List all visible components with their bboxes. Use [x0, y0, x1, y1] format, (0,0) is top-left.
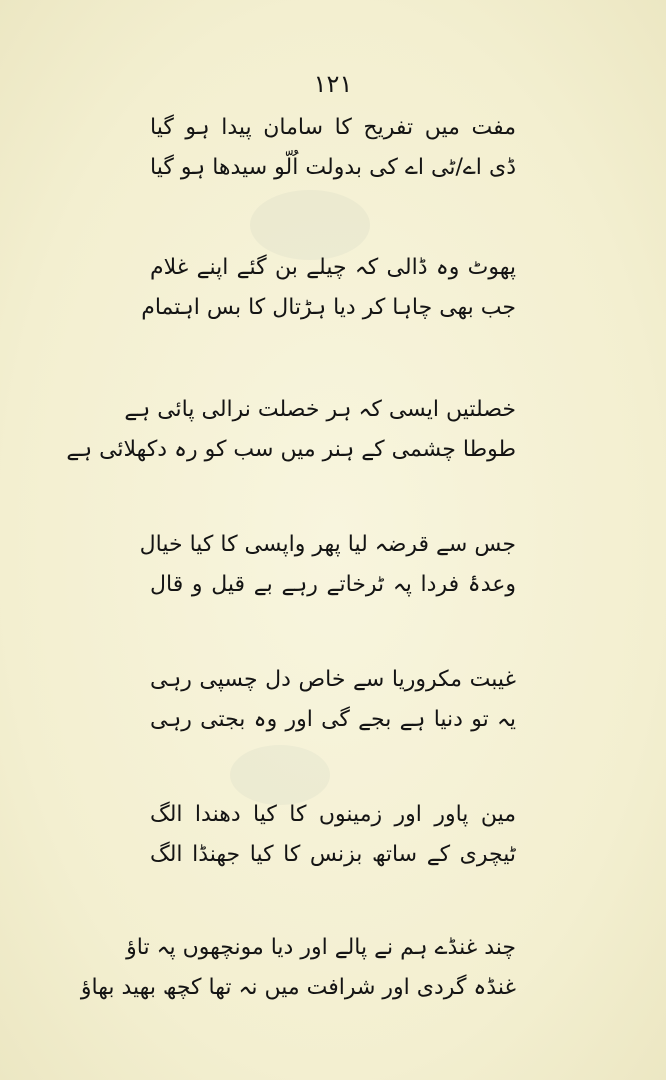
verse-line: وعدۂ فردا پہ ٹرخاتے رہے بے قیل و قال: [150, 572, 516, 597]
verse-line: مفت میں تفریح کا سامان پیدا ہو گیا: [150, 115, 516, 140]
verse-line: ڈی اے/ٹی اے کی بدولت اُلّو سیدھا ہو گیا: [150, 155, 516, 180]
verse-line: غنڈہ گردی اور شرافت میں نہ تھا کچھ بھید بھاؤ: [80, 975, 516, 1000]
stanza-2: [141, 248, 516, 328]
stanza-1: [150, 108, 516, 188]
verse-line: ٹیچری کے ساتھ بزنس کا کیا جھنڈا الگ: [150, 842, 516, 867]
verse-line: چند غنڈے ہم نے پالے اور دیا مونچھوں پہ تاؤ: [126, 935, 516, 960]
stanza-3: [66, 390, 516, 470]
stanza-5: [150, 660, 516, 740]
verse-line: جب بھی چاہا کر دیا ہڑتال کا بس اہتمام: [141, 295, 516, 320]
verse-line: جس سے قرضہ لیا پھر واپسی کا کیا خیال: [139, 532, 516, 557]
verse-line: پھوٹ وہ ڈالی کہ چیلے بن گئے اپنے غلام: [150, 255, 516, 280]
stanza-7: [80, 928, 516, 1008]
verse-line: خصلتیں ایسی کہ ہر خصلت نرالی پائی ہے: [124, 397, 516, 422]
stanza-6: [150, 795, 516, 875]
verse-line: غیبت مکروریا سے خاص دل چسپی رہی: [150, 667, 516, 692]
page-number: ۱۲۱: [313, 70, 353, 98]
verse-line: طوطا چشمی کے ہنر میں سب کو رہ دکھلائی ہے: [66, 437, 516, 462]
verse-line: یہ تو دنیا ہے بجے گی اور وہ بجتی رہی: [150, 707, 516, 732]
verse-line: مین پاور اور زمینوں کا کیا دھندا الگ: [150, 802, 516, 827]
stanza-4: [139, 525, 516, 605]
